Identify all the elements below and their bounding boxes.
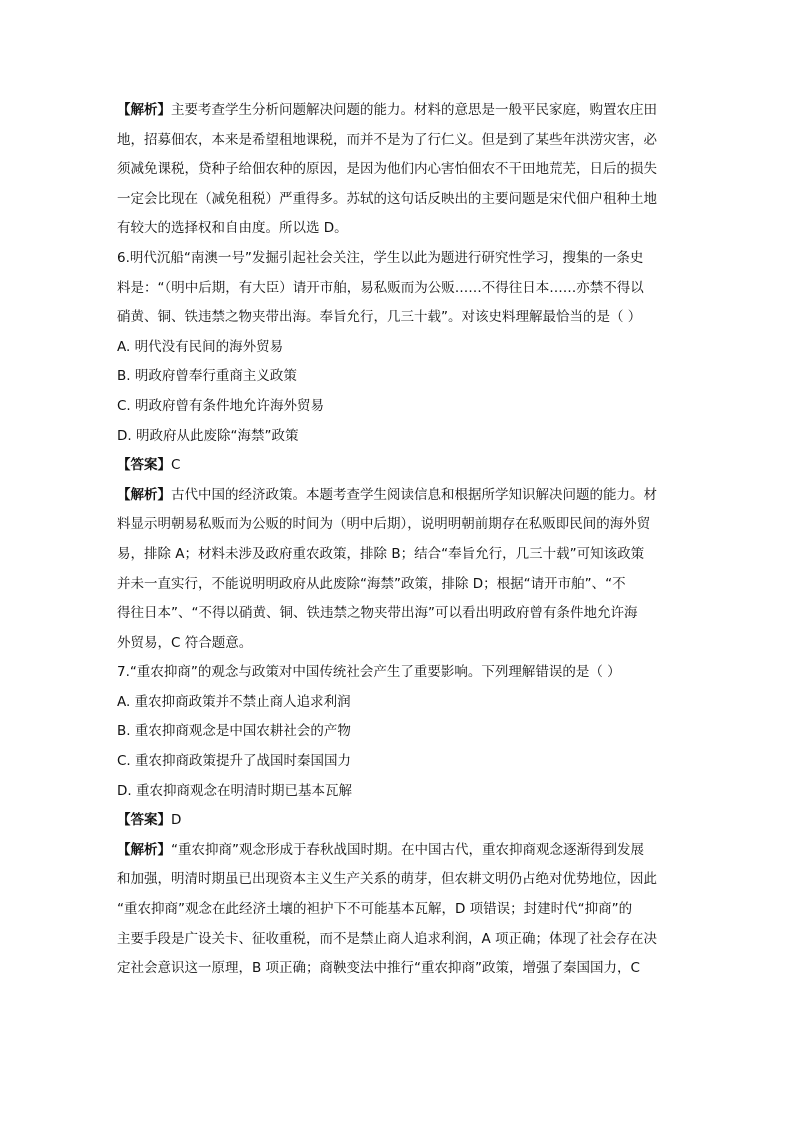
option-a: A. 明代没有民间的海外贸易 — [117, 338, 284, 355]
question-6-stem — [117, 244, 680, 333]
option-c: C. 重农抑商政策提升了战国时秦国国力 — [117, 753, 352, 770]
text-line: 得往日本”、“不得以硝黄、铜、铁违禁之物夹带出海”可以看出明政府曾有条件地允许海 — [117, 605, 638, 622]
question-6-answer — [117, 451, 680, 481]
option-d: D. 明政府从此废除“海禁”政策 — [117, 427, 299, 444]
text-line: 外贸易，C 符合题意。 — [117, 634, 253, 651]
text-line: 有较大的选择权和自由度。所以选 D。 — [117, 220, 348, 237]
analysis-label: 【解析】 — [117, 102, 171, 118]
analysis-label: 【解析】 — [117, 486, 171, 503]
question-7-answer — [117, 806, 680, 836]
text-line: 【解析】古代中国的经济政策。本题考查学生阅读信息和根据所学知识解决问题的能力。材 — [117, 486, 657, 503]
question-6-options — [117, 333, 680, 451]
text-line: 6.明代沉船“南澳一号”发掘引起社会关注，学生以此为题进行研究性学习，搜集的一条史 — [117, 249, 644, 266]
question-6-analysis — [117, 481, 680, 659]
question-7-analysis — [117, 836, 680, 984]
answer-label: 【答案】 — [117, 457, 171, 474]
text-line: 【解析】“重农抑商”观念形成于春秋战国时期。在中国古代，重农抑商观念逐渐得到发展 — [117, 841, 644, 858]
text-line: 7.“重农抑商”的观念与政策对中国传统社会产生了重要影响。下列理解错误的是（ ） — [117, 664, 621, 681]
answer-label: 【答案】 — [117, 812, 171, 829]
text-line: “重农抑商”观念在此经济土壤的袒护下不可能基本瓦解，D 项错误；封建时代“抑商”的 — [117, 901, 633, 918]
answer-value: C — [171, 457, 181, 474]
text-line: 硝黄、铜、铁违禁之物夹带出海。奉旨允行，几三十载”。对该史料理解最恰当的是（ ） — [117, 309, 642, 326]
analysis-paragraph-q5 — [117, 96, 680, 244]
option-d: D. 重农抑商观念在明清时期已基本瓦解 — [117, 782, 352, 799]
answer-value: D — [171, 812, 182, 829]
option-a: A. 重农抑商政策并不禁止商人追求利润 — [117, 693, 351, 710]
text-line: 料显示明朝易私贩而为公贩的时间为（明中后期），说明明朝前期存在私贩即民间的海外贸 — [117, 516, 651, 533]
text-line: 易，排除 A；材料未涉及政府重农政策，排除 B；结合“奉旨允行，几三十载”可知该政策 — [117, 545, 645, 562]
text-line: 须减免课税，贷种子给佃农种的原因，是因为他们内心害怕佃农不干田地荒芜，日后的损失 — [117, 161, 657, 178]
document-page — [117, 96, 680, 984]
text-line: 定社会意识这一原理，B 项正确；商鞅变法中推行“重农抑商”政策，增强了秦国国力，C — [117, 960, 640, 977]
text-line: 和加强，明清时期虽已出现资本主义生产关系的萌芽，但农耕文明仍占绝对优势地位，因此 — [117, 871, 657, 888]
question-7-stem — [117, 658, 680, 688]
text-line: 一定会比现在（减免租税）严重得多。苏轼的这句话反映出的主要问题是宋代佃户租种土地 — [117, 190, 657, 207]
option-b: B. 重农抑商观念是中国农耕社会的产物 — [117, 723, 351, 740]
option-c: C. 明政府曾有条件地允许海外贸易 — [117, 397, 325, 414]
option-b: B. 明政府曾奉行重商主义政策 — [117, 368, 297, 385]
text-line: 主要手段是广设关卡、征收重税，而不是禁止商人追求利润，A 项正确；体现了社会存在决 — [117, 930, 658, 947]
question-7-options — [117, 688, 680, 806]
text-line: 并未一直实行，不能说明明政府从此废除“海禁”政策，排除 D；根据“请开市舶”、“不 — [117, 575, 626, 592]
text-line: 料是：“（明中后期，有大臣）请开市舶，易私贩而为公贩……不得往日本……亦禁不得以 — [117, 279, 644, 296]
text-line: 【解析】主要考查学生分析问题解决问题的能力。材料的意思是一般平民家庭，购置农庄田 — [117, 102, 657, 118]
analysis-label: 【解析】 — [117, 841, 171, 858]
text-line: 地，招募佃农，本来是希望租地课税，而并不是为了行仁义。但是到了某些年洪涝灾害，必 — [117, 131, 657, 148]
